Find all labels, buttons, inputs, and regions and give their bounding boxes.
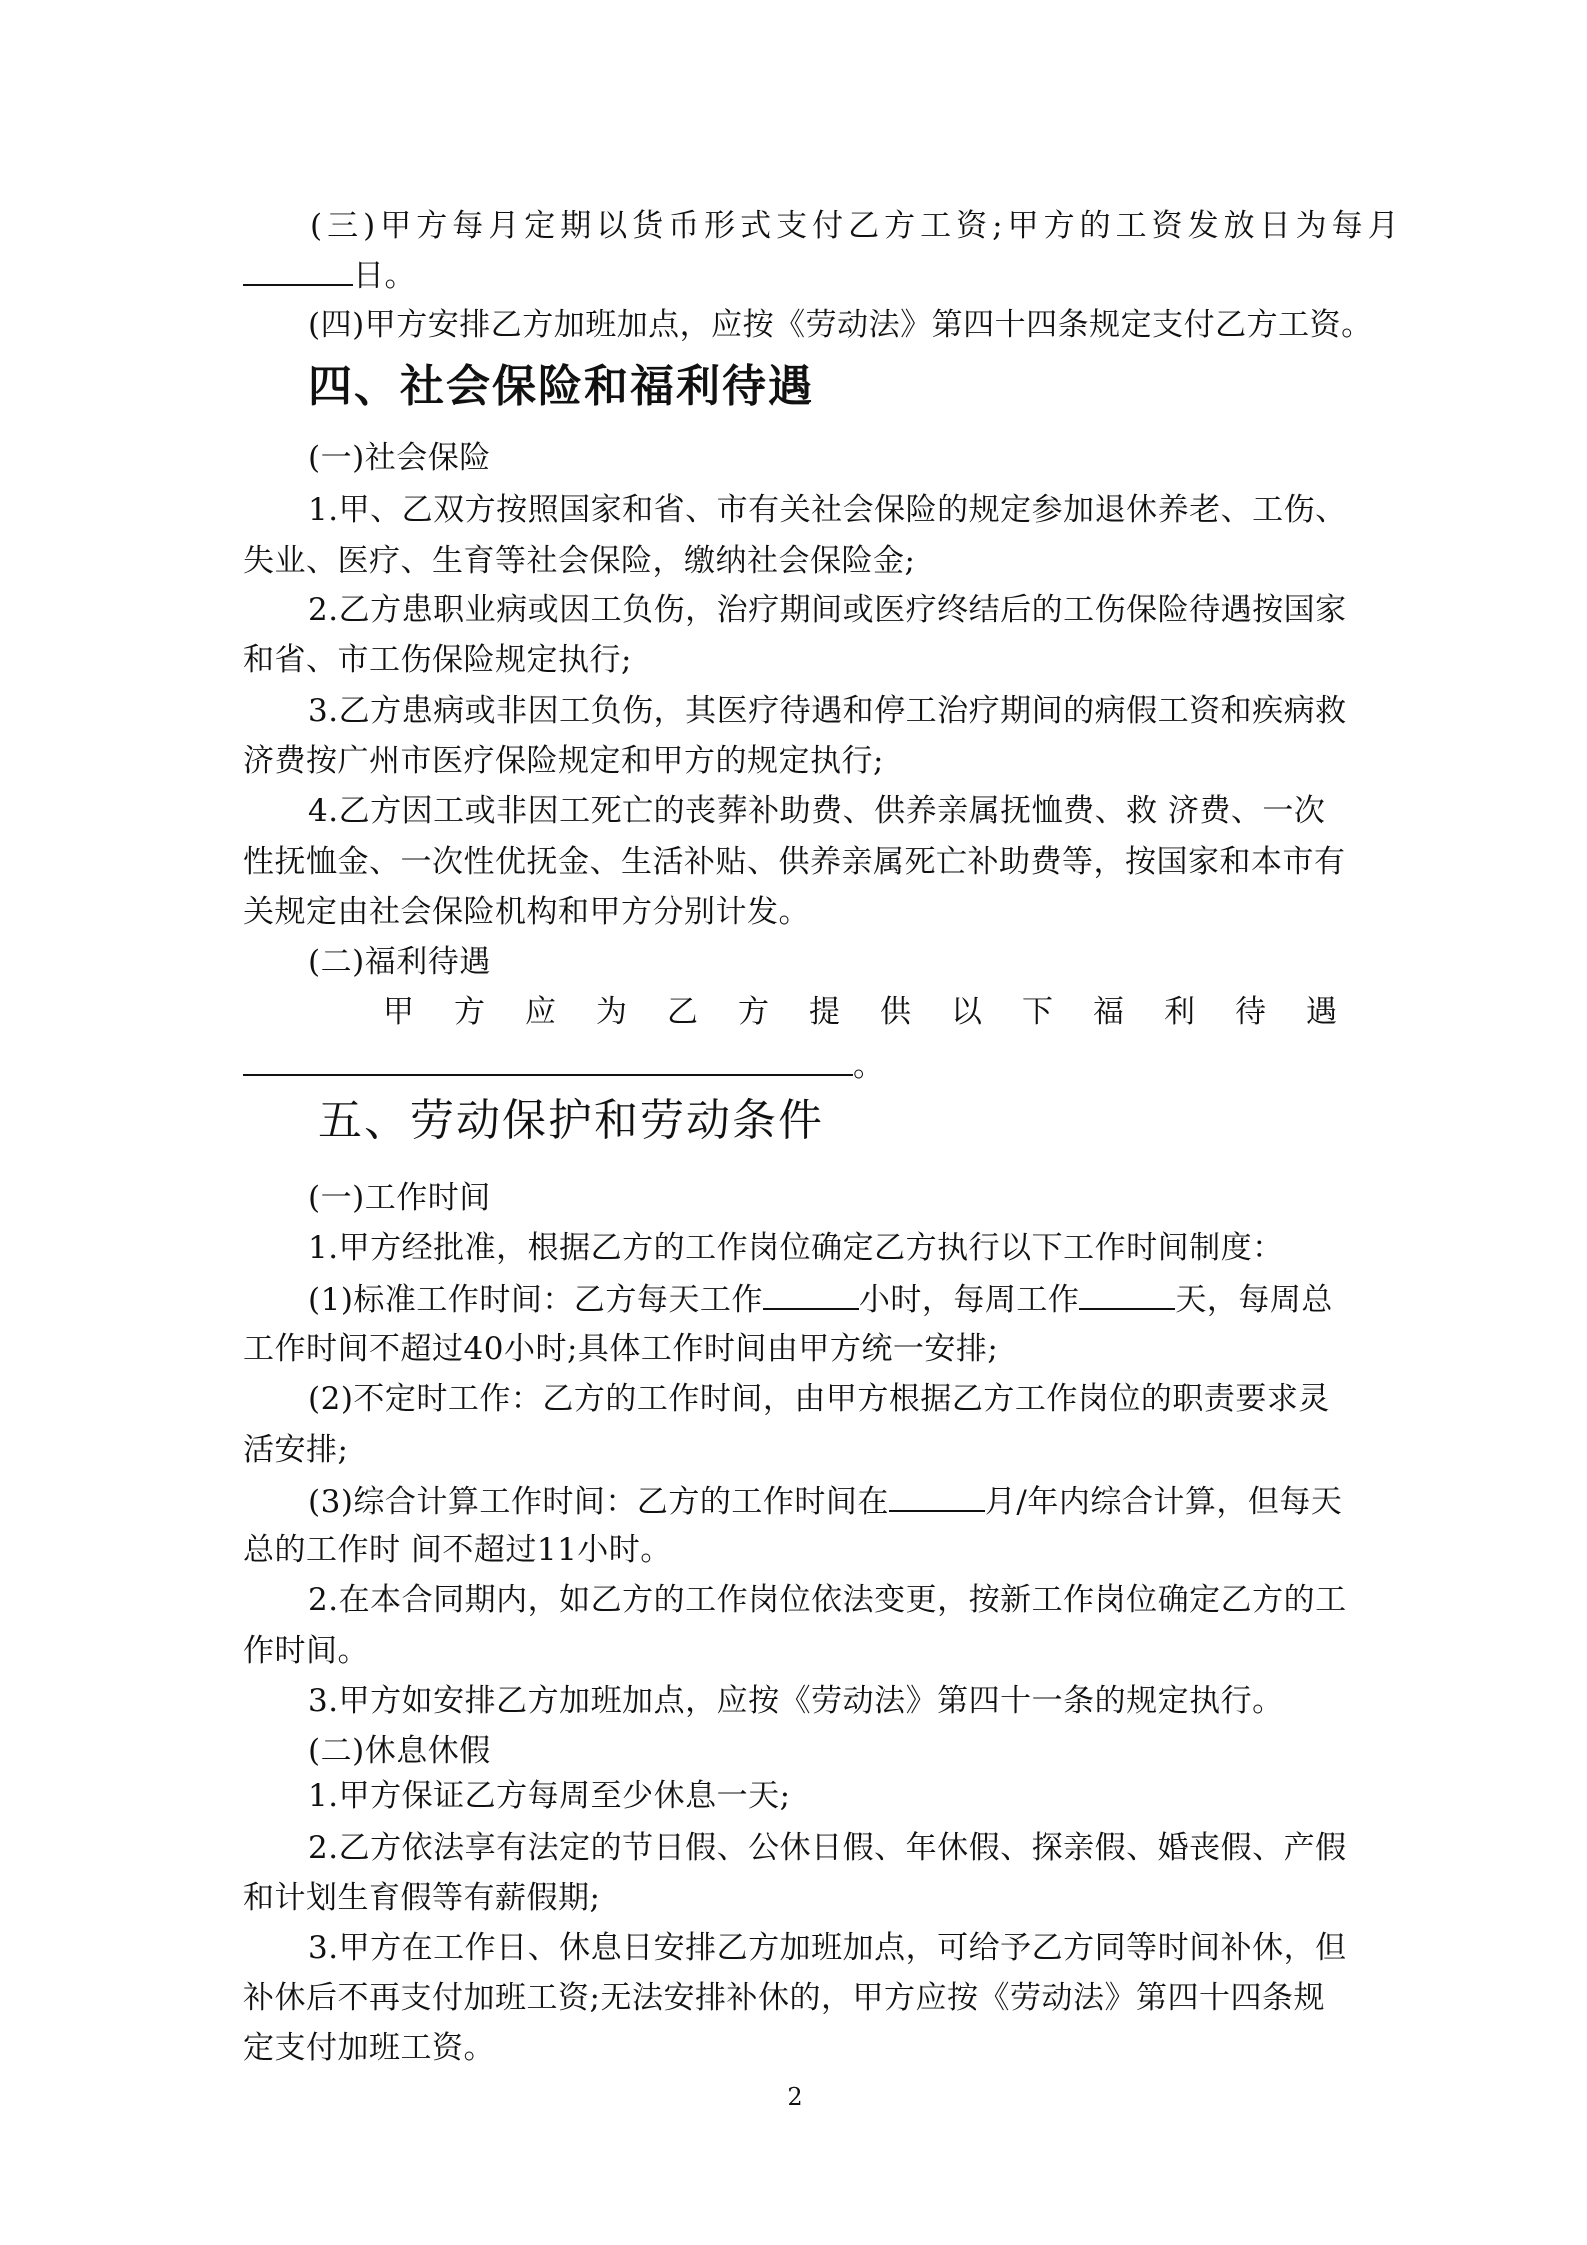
line-insurance-4a: 4.乙方因工或非因工死亡的丧葬补助费、供养亲属抚恤费、救 济费、一次 bbox=[308, 793, 1326, 829]
subheading-rest-leave: (二)休息休假 bbox=[308, 1733, 491, 1769]
line-flexible-hours-b: 活安排; bbox=[243, 1432, 349, 1468]
blank-pay-day bbox=[243, 254, 353, 286]
line-insurance-4c: 关规定由社会保险机构和甲方分别计发。 bbox=[243, 894, 810, 930]
text-day-suffix: 日。 bbox=[353, 258, 416, 294]
page-number: 2 bbox=[787, 2083, 803, 2111]
line-rest-2b: 和计划生育假等有薪假期; bbox=[243, 1880, 601, 1916]
line-rest-2a: 2.乙方依法享有法定的节日假、公休日假、年休假、探亲假、婚丧假、产假 bbox=[308, 1830, 1347, 1866]
text-comprehensive-b: 月/年内综合计算，但每天 bbox=[984, 1484, 1343, 1520]
line-hours-change-b: 作时间。 bbox=[243, 1633, 369, 1669]
line-wage-payment-clause: (三)甲方每月定期以货币形式支付乙方工资;甲方的工资发放日为每月 bbox=[310, 208, 1404, 244]
line-insurance-2a: 2.乙方患职业病或因工负伤，治疗期间或医疗终结后的工伤保险待遇按国家 bbox=[308, 592, 1347, 628]
line-rest-3a: 3.甲方在工作日、休息日安排乙方加班加点，可给予乙方同等时间补休，但 bbox=[308, 1930, 1347, 1966]
blank-hours-per-day bbox=[763, 1278, 859, 1310]
subheading-social-insurance: (一)社会保险 bbox=[308, 440, 491, 476]
line-flexible-hours-a: (2)不定时工作：乙方的工作时间，由甲方根据乙方工作岗位的职责要求灵 bbox=[308, 1381, 1330, 1417]
line-standard-hours-b: 工作时间不超过40小时;具体工作时间由甲方统一安排; bbox=[243, 1331, 999, 1367]
line-insurance-1b: 失业、医疗、生育等社会保险，缴纳社会保险金; bbox=[243, 543, 916, 579]
section-heading-social-insurance: 四、社会保险和福利待遇 bbox=[308, 361, 814, 412]
line-comprehensive-hours-b: 总的工作时 间不超过11小时。 bbox=[243, 1532, 672, 1568]
line-rest-3b: 补休后不再支付加班工资;无法安排补休的，甲方应按《劳动法》第四十四条规 bbox=[243, 1980, 1325, 2016]
subheading-working-hours: (一)工作时间 bbox=[308, 1180, 491, 1216]
line-overtime-rule: 3.甲方如安排乙方加班加点，应按《劳动法》第四十一条的规定执行。 bbox=[308, 1683, 1284, 1719]
text-comprehensive-a: (3)综合计算工作时间：乙方的工作时间在 bbox=[308, 1484, 889, 1520]
line-insurance-4b: 性抚恤金、一次性优抚金、生活补贴、供养亲属死亡补助费等，按国家和本市有 bbox=[243, 844, 1346, 880]
line-welfare-blank bbox=[243, 1044, 885, 1086]
text-standard-hours-b: 小时，每周工作 bbox=[858, 1282, 1080, 1318]
text-welfare-period: 。 bbox=[853, 1048, 885, 1084]
line-hours-change-a: 2.在本合同期内，如乙方的工作岗位依法变更，按新工作岗位确定乙方的工 bbox=[308, 1582, 1347, 1618]
section-heading-labor-protection: 五、劳动保护和劳动条件 bbox=[318, 1095, 824, 1146]
blank-welfare bbox=[243, 1044, 853, 1076]
line-insurance-3b: 济费按广州市医疗保险规定和甲方的规定执行; bbox=[243, 743, 884, 779]
line-overtime-pay-clause: (四)甲方安排乙方加班加点，应按《劳动法》第四十四条规定支付乙方工资。 bbox=[308, 307, 1373, 343]
text-standard-hours-a: (1)标准工作时间：乙方每天工作 bbox=[308, 1282, 763, 1318]
subheading-welfare: (二)福利待遇 bbox=[308, 944, 491, 980]
blank-days-per-week bbox=[1079, 1278, 1175, 1310]
line-rest-1: 1.甲方保证乙方每周至少休息一天; bbox=[308, 1778, 791, 1814]
line-welfare-provision: 甲方应为乙方提供以下福利待遇 bbox=[383, 994, 1377, 1030]
blank-period bbox=[889, 1480, 985, 1512]
line-insurance-1a: 1.甲、乙双方按照国家和省、市有关社会保险的规定参加退休养老、工伤、 bbox=[308, 492, 1347, 528]
line-wage-payment-day bbox=[243, 254, 416, 296]
line-rest-3c: 定支付加班工资。 bbox=[243, 2030, 495, 2066]
line-insurance-2b: 和省、市工伤保险规定执行; bbox=[243, 642, 632, 678]
line-standard-hours bbox=[308, 1278, 1333, 1320]
line-hours-system: 1.甲方经批准，根据乙方的工作岗位确定乙方执行以下工作时间制度： bbox=[308, 1230, 1284, 1266]
line-comprehensive-hours bbox=[308, 1480, 1342, 1522]
line-insurance-3a: 3.乙方患病或非因工负伤，其医疗待遇和停工治疗期间的病假工资和疾病救 bbox=[308, 693, 1347, 729]
text-standard-hours-c: 天，每周总 bbox=[1175, 1282, 1333, 1318]
